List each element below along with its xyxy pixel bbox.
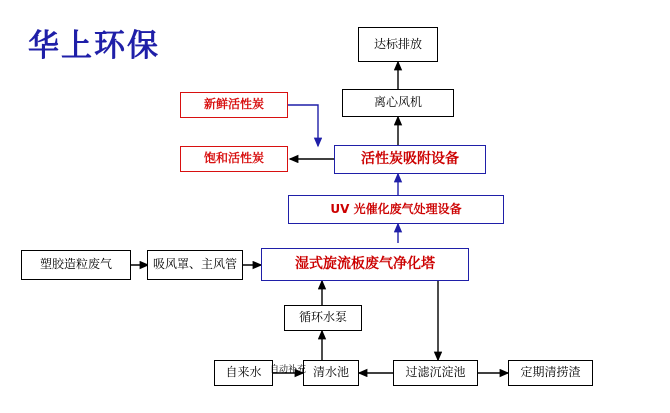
node-uv-photocatalytic-unit-label: UV 光催化废气处理设备 — [330, 201, 462, 216]
node-circulation-pump-label: 循环水泵 — [298, 310, 347, 325]
node-periodic-dredging[interactable] — [508, 360, 593, 386]
node-clean-water-tank[interactable] — [303, 360, 359, 386]
node-hood-and-main-duct[interactable] — [147, 250, 243, 280]
node-discharge-label: 达标排放 — [373, 36, 422, 51]
node-discharge[interactable] — [358, 27, 438, 62]
node-saturated-activated-carbon[interactable] — [180, 146, 288, 172]
node-plastic-pelletizing-waste-gas-label: 塑胶造粒废气 — [39, 257, 112, 272]
node-filter-sedimentation-tank-label: 过滤沉淀池 — [405, 365, 466, 380]
node-filter-sedimentation-tank[interactable] — [393, 360, 478, 386]
node-fresh-activated-carbon[interactable] — [180, 92, 288, 118]
node-wet-cyclone-scrubber-tower[interactable] — [261, 248, 469, 281]
node-carbon-adsorption-unit-label: 活性炭吸附设备 — [361, 150, 459, 167]
node-carbon-adsorption-unit[interactable] — [334, 145, 486, 174]
node-tap-water[interactable] — [214, 360, 273, 386]
node-tap-water-label: 自来水 — [225, 365, 262, 380]
brand-logo: 华上环保 — [28, 28, 160, 64]
edge-fresh-carbon-to-adsorber — [288, 105, 318, 146]
label-auto-refill: 自动补充 — [270, 365, 307, 375]
node-clean-water-tank-label: 清水池 — [312, 365, 349, 380]
node-circulation-pump[interactable] — [284, 305, 362, 331]
node-periodic-dredging-label: 定期清捞渣 — [520, 365, 581, 380]
node-centrifugal-fan[interactable] — [342, 89, 454, 117]
node-uv-photocatalytic-unit[interactable] — [288, 195, 504, 224]
node-fresh-activated-carbon-label: 新鲜活性炭 — [203, 97, 264, 112]
node-wet-cyclone-scrubber-tower-label: 湿式旋流板废气净化塔 — [295, 255, 435, 272]
node-centrifugal-fan-label: 离心风机 — [373, 95, 422, 110]
node-hood-and-main-duct-label: 吸风罩、主风管 — [152, 257, 237, 272]
node-saturated-activated-carbon-label: 饱和活性炭 — [203, 151, 264, 166]
node-plastic-pelletizing-waste-gas[interactable] — [21, 250, 131, 280]
